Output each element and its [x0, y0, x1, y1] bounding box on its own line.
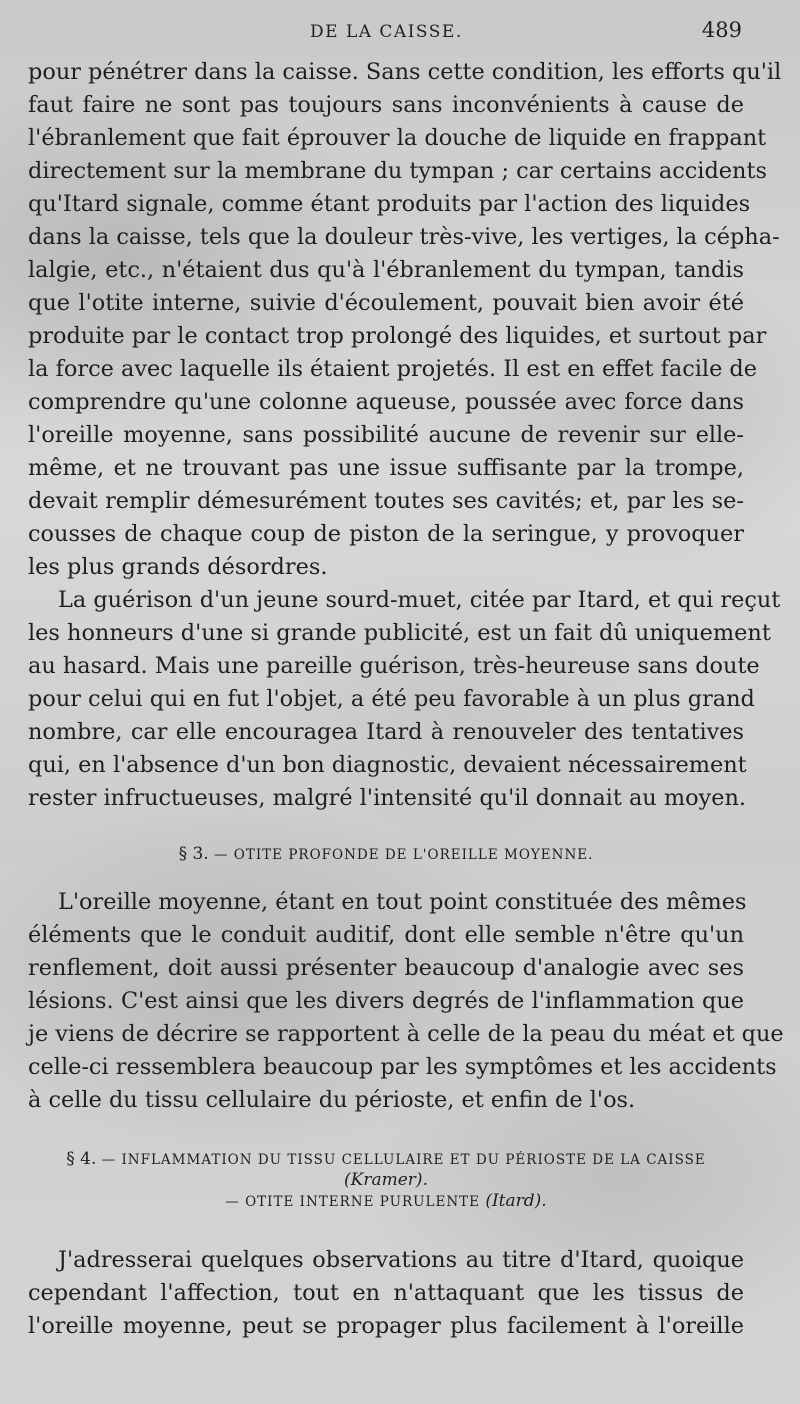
section-title: — INFLAMMATION DU TISSU CELLULAIRE ET DU PÉRIOSTE DE LA CAISSE	[101, 1152, 706, 1168]
text-line: lalgie, etc., n'étaient dus qu'à l'ébranlement du tympan, tandis	[28, 257, 744, 283]
text-line: la force avec laquelle ils étaient projetés. Il est en effet facile de	[28, 356, 758, 382]
text-line: qui, en l'absence d'un bon diagnostic, devaient nécessairement	[28, 752, 747, 778]
paragraph-4	[28, 1244, 744, 1343]
text-line: La guérison d'un jeune sourd-muet, citée par Itard, et qui reçut	[58, 587, 781, 613]
paragraph-2	[28, 584, 781, 815]
text-line: devait remplir démesurément toutes ses cavités; et, par les se-	[28, 488, 744, 514]
text-line: que l'otite interne, suivie d'écoulement, pouvait bien avoir été	[28, 290, 744, 316]
section-heading-3	[28, 844, 744, 865]
text-line: L'oreille moyenne, étant en tout point constituée des mêmes	[58, 889, 747, 915]
page-number: 489	[701, 18, 742, 42]
section-author: (Itard).	[485, 1191, 547, 1211]
section-heading-4	[28, 1149, 744, 1212]
text-line: au hasard. Mais une pareille guérison, très-heureuse sans doute	[28, 653, 760, 679]
text-line: l'oreille moyenne, peut se propager plus facilement à l'oreille	[28, 1313, 744, 1339]
text-line: faut faire ne sont pas toujours sans inconvénients à cause de	[28, 92, 744, 118]
paragraph-3	[28, 886, 784, 1117]
text-line: pour pénétrer dans la caisse. Sans cette condition, les efforts qu'il	[28, 59, 782, 85]
text-line: les honneurs d'une si grande publicité, est un fait dû uniquement	[28, 620, 771, 646]
text-line: même, et ne trouvant pas une issue suffisante par la trompe,	[28, 455, 744, 481]
text-line: l'oreille moyenne, sans possibilité aucune de revenir sur elle-	[28, 422, 744, 448]
text-line: les plus grands désordres.	[28, 554, 328, 580]
text-line: pour celui qui en fut l'objet, a été peu favorable à un plus grand	[28, 686, 755, 712]
text-line: l'ébranlement que fait éprouver la douche de liquide en frappant	[28, 125, 767, 151]
text-line: lésions. C'est ainsi que les divers degrés de l'inflammation que	[28, 988, 744, 1014]
text-line: nombre, car elle encouragea Itard à renouveler des tentatives	[28, 719, 744, 745]
text-line: cependant l'affection, tout en n'attaquant que les tissus de	[28, 1280, 744, 1306]
text-line: à celle du tissu cellulaire du périoste, et enfin de l'os.	[28, 1087, 636, 1113]
text-line: rester infructueuses, malgré l'intensité qu'il donnait au moyen.	[28, 785, 746, 811]
text-line: J'adresserai quelques observations au titre d'Itard, quoique	[58, 1247, 744, 1273]
text-line: celle-ci ressemblera beaucoup par les symptômes et les accidents	[28, 1054, 777, 1080]
paragraph-1	[28, 56, 782, 584]
text-line: qu'Itard signale, comme étant produits par l'action des liquides	[28, 191, 751, 217]
section-title: — OTITE PROFONDE DE L'OREILLE MOYENNE.	[213, 847, 594, 863]
text-line: je viens de décrire se rapportent à celle de la peau du méat et que	[28, 1021, 784, 1047]
text-line: dans la caisse, tels que la douleur très-vive, les vertiges, la cépha-	[28, 224, 780, 250]
text-line: renflement, doit aussi présenter beaucoup d'analogie avec ses	[28, 955, 744, 981]
text-line: produite par le contact trop prolongé des liquides, et surtout par	[28, 323, 767, 349]
text-line: directement sur la membrane du tympan ; car certains accidents	[28, 158, 767, 184]
text-line: cousses de chaque coup de piston de la seringue, y provoquer	[28, 521, 744, 547]
running-head: DE LA CAISSE.	[310, 22, 463, 42]
text-line: comprendre qu'une colonne aqueuse, poussée avec force dans	[28, 389, 744, 415]
section-author: (Kramer).	[344, 1170, 428, 1190]
body-text	[28, 56, 784, 1343]
section-number: § 3.	[178, 844, 209, 864]
section-subtitle: — OTITE INTERNE PURULENTE	[225, 1194, 481, 1210]
page-header	[0, 18, 800, 48]
section-number: § 4.	[66, 1149, 97, 1169]
text-line: éléments que le conduit auditif, dont elle semble n'être qu'un	[28, 922, 744, 948]
